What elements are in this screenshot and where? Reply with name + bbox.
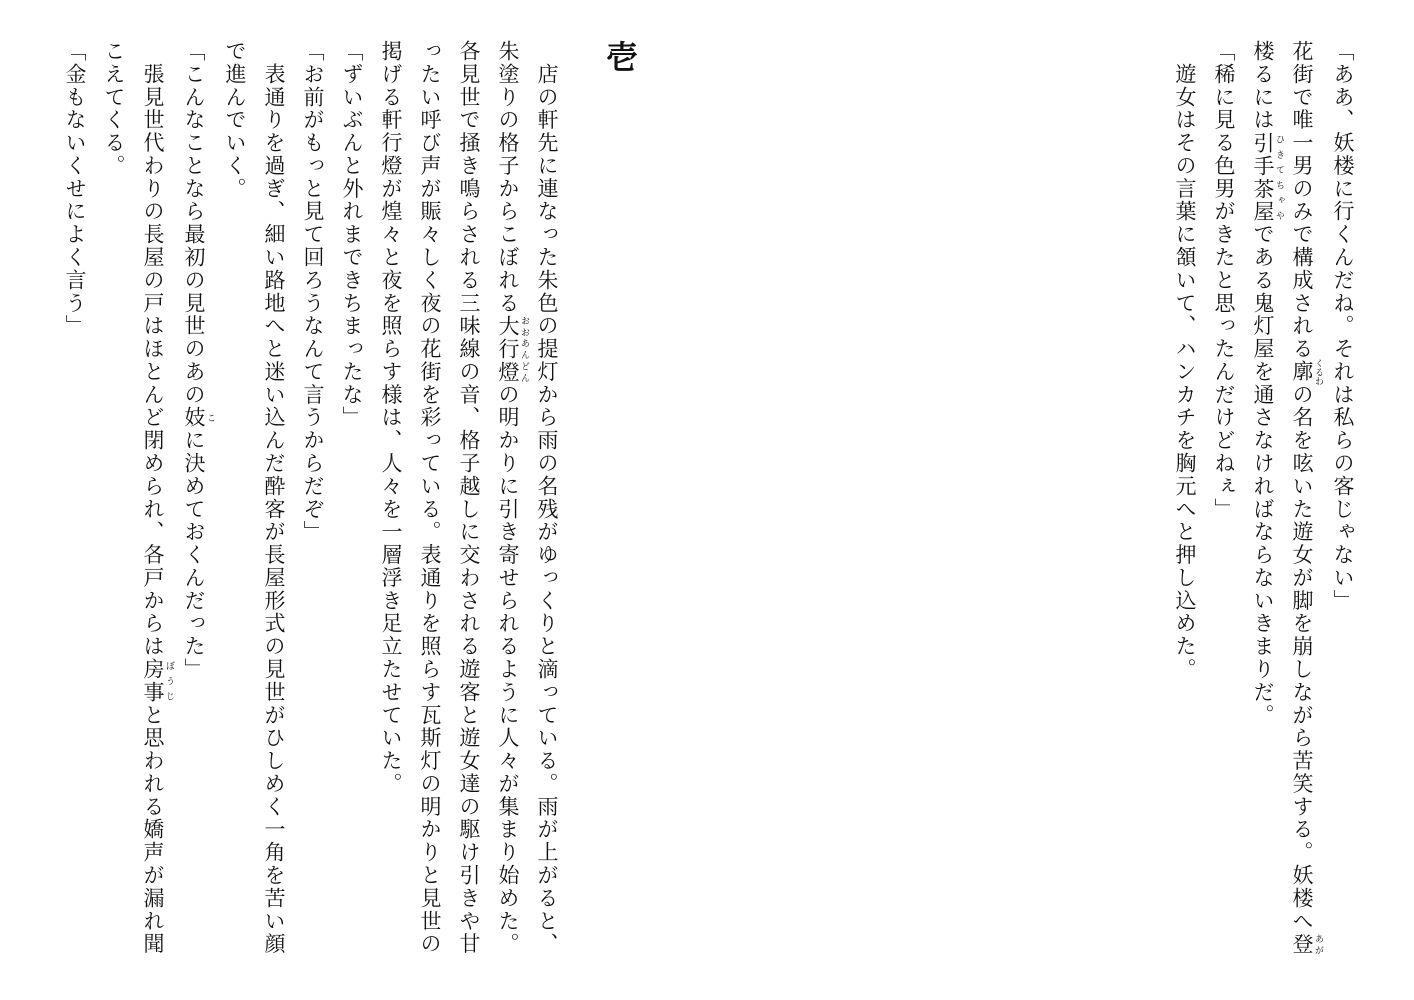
text-run: に決めておくんだった」 (182, 429, 206, 681)
paragraph: 「稀に見る色男がきたと思ったんだけどねぇ」 (1212, 40, 1236, 521)
text-run: 花街で唯一男のみで構成される (1290, 40, 1314, 361)
ruby-base: 登 (1290, 932, 1314, 956)
paragraph (215, 40, 293, 960)
text-run: 楼るには (1251, 40, 1275, 132)
ruby-reading: ひきてちゃや (1274, 131, 1284, 224)
text-run: 「こんなことなら最初の見世のあの (182, 40, 206, 407)
paragraph: 「金もないくせによく言う」 (63, 40, 87, 338)
ruby-annotation (1290, 932, 1323, 956)
indent (262, 40, 286, 63)
ruby-base: 房事 (141, 658, 165, 704)
ruby-annotation (182, 406, 215, 430)
text-run: の名を呟いた遊女が脚を崩しながら苦笑する。妖楼へ (1290, 383, 1314, 933)
ruby-reading: おおあんどん (519, 314, 529, 384)
ruby-reading: くるわ (1313, 358, 1323, 386)
ruby-base: 廓 (1290, 358, 1314, 386)
paragraph: 「お前がもっと見て回ろうなんて言うからだぞ」 (301, 40, 325, 544)
ruby-base: 大行燈 (496, 314, 520, 384)
ruby-reading: あが (1313, 932, 1323, 956)
text-run: 表通りを過ぎ、細い路地へと迷い込んだ酔客が長屋形式の見世がひしめく一角を苦い顔で進んでいく。 (223, 40, 286, 956)
ruby-base: 妓 (182, 406, 206, 430)
ruby-annotation (1290, 358, 1323, 386)
left-page-text (50, 40, 566, 960)
ruby-annotation (496, 314, 529, 384)
chapter-title: 壱 (601, 40, 639, 72)
ruby-annotation (1251, 131, 1284, 224)
indent (535, 40, 559, 63)
text-run: の明かりに引き寄せられるように人々が集まり始めた。各見世で掻き鳴らされる三味線の音、格子越しに交わされる遊客と遊女達の駆け引きや甘ったい呼び声が賑々しく夜の花街を彩っている。表通りを照らす瓦斯灯の明かりと見世の掲げる軒行燈が煌々と夜を照らす様は、人々を一層浮き足立たせていた。 (379, 40, 520, 956)
text-run: 店の軒先に連なった朱色の提灯から雨の名残がゆっくりと滴っている。雨が上がると、朱塗りの格子からこぼれる (496, 40, 559, 956)
paragraph (1165, 40, 1204, 960)
right-page-text (1118, 40, 1362, 960)
text-run: と思われる嬌声が漏れ聞こえてくる。 (102, 40, 165, 956)
paragraph: 「ああ、妖楼に行くんだね。それは私らの客じゃない」 (1331, 40, 1355, 613)
indent (141, 40, 165, 63)
paragraph (1243, 40, 1323, 960)
paragraph (94, 40, 174, 960)
indent (1173, 40, 1197, 63)
ruby-reading: ぼうじ (164, 658, 174, 704)
paragraph (174, 40, 215, 960)
ruby-annotation (141, 658, 174, 704)
paragraph (371, 40, 566, 960)
ruby-base: 引手茶屋 (1251, 131, 1275, 224)
paragraph: 「ずいぶんと外れまできちまったな」 (340, 40, 364, 430)
text-run: である鬼灯屋を通さなければならないきまりだ。 (1251, 223, 1275, 727)
text-run: 遊女はその言葉に頷いて、ハンカチを胸元へと押し込めた。 (1173, 62, 1197, 681)
text-run: 張見世代わりの長屋の戸はほとんど閉められ、各戸からは (141, 62, 165, 659)
ruby-reading: こ (205, 406, 215, 430)
